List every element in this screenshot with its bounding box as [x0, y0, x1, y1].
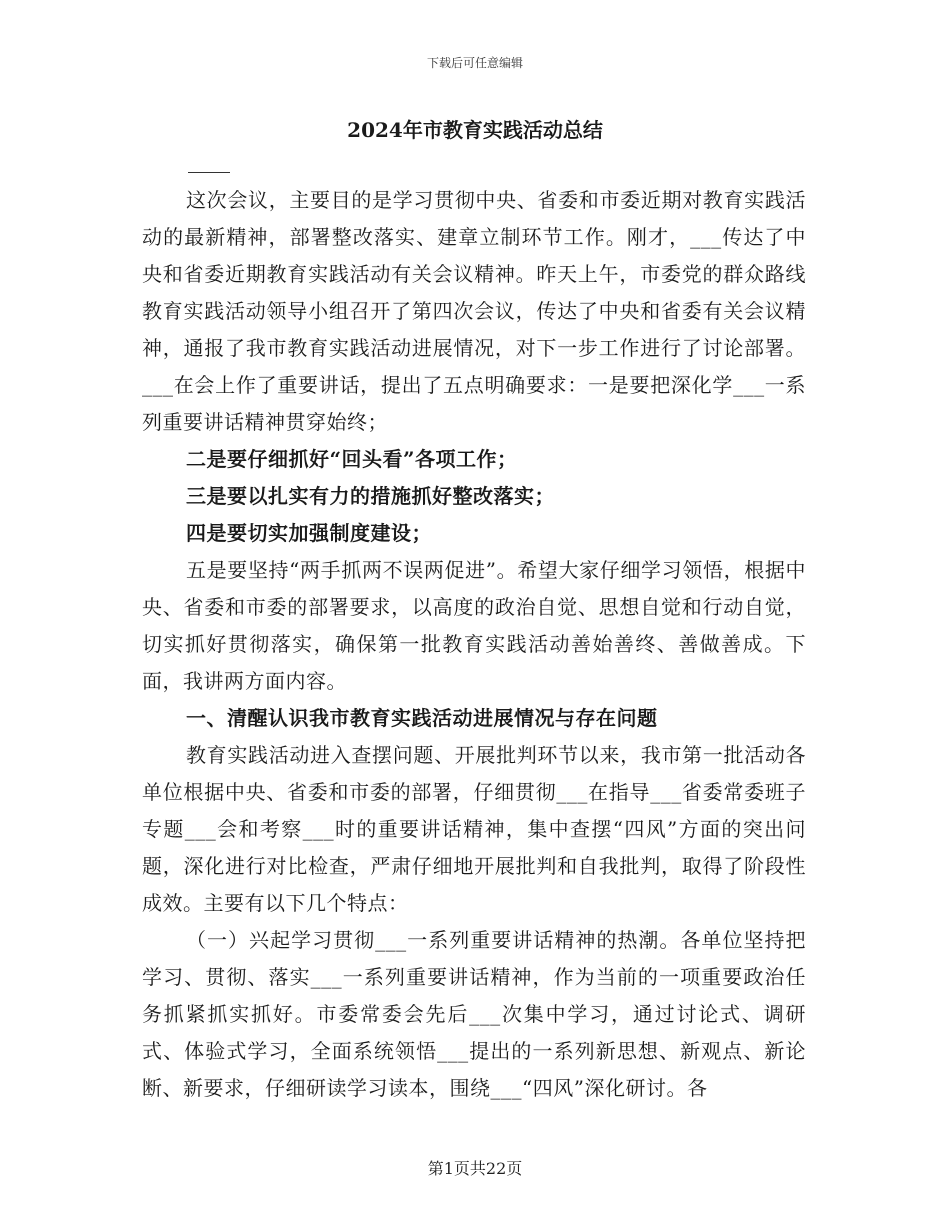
paragraph-requirement-5: 五是要坚持“两手抓两不误两促进”。希望大家仔细学习领悟，根据中央、省委和市委的部署要求，以高度的政治自觉、思想自觉和行动自觉，切实抓好贯彻落实，确保第一批教育实践活动善始善终、善做善成。下面，我讲两方面内容。 — [142, 558, 806, 693]
paragraph-requirement-4: 四是要切实加强制度建设； — [186, 521, 432, 545]
paragraph-intro: 这次会议，主要目的是学习贯彻中央、省委和市委近期对教育实践活动的最新精神，部署整改落实、建章立制环节工作。刚才，___传达了中央和省委近期教育实践活动有关会议精神。昨天上午，市委党的群众路线教育实践活动领导小组召开了第四次会议，传达了中央和省委有关会议精神，通报了我市教育实践活动进展情况，对下一步工作进行了讨论部署。___在会上作了重要讲话，提出了五点明确要求：一是要把深化学___一系列重要讲话精神贯穿始终； — [142, 188, 806, 434]
paragraph-subsection-1: （一）兴起学习贯彻___一系列重要讲话精神的热潮。各单位坚持把学习、贯彻、落实___一系列重要讲话精神，作为当前的一项重要政治任务抓紧抓实抓好。市委常委会先后___次集中学习，通过讨论式、调研式、体验式学习，全面系统领悟___提出的一系列新思想、新观点、新论断、新要求，仔细研读学习读本，围绕___“四风”深化研讨。各 — [142, 928, 806, 1100]
header-note: 下载后可任意编辑 — [426, 56, 523, 70]
document-title: 2024年市教育实践活动总结 — [347, 118, 603, 142]
short-rule-divider — [188, 172, 230, 173]
document-body — [142, 182, 806, 1107]
page-number-footer: 第1页共22页 — [427, 1159, 523, 1178]
section-heading-1: 一、清醒认识我市教育实践活动进展情况与存在问题 — [186, 706, 658, 730]
paragraph-section-1-intro: 教育实践活动进入查摆问题、开展批判环节以来，我市第一批活动各单位根据中央、省委和市委的部署，仔细贯彻___在指导___省委常委班子专题___会和考察___时的重要讲话精神，集中查摆“四风”方面的突出问题，深化进行对比检查，严肃仔细地开展批判和自我批判，取得了阶段性成效。主要有以下几个特点： — [142, 743, 806, 915]
paragraph-requirement-3: 三是要以扎实有力的措施抓好整改落实； — [186, 484, 555, 508]
paragraph-requirement-2: 二是要仔细抓好“回头看”各项工作； — [186, 447, 518, 471]
